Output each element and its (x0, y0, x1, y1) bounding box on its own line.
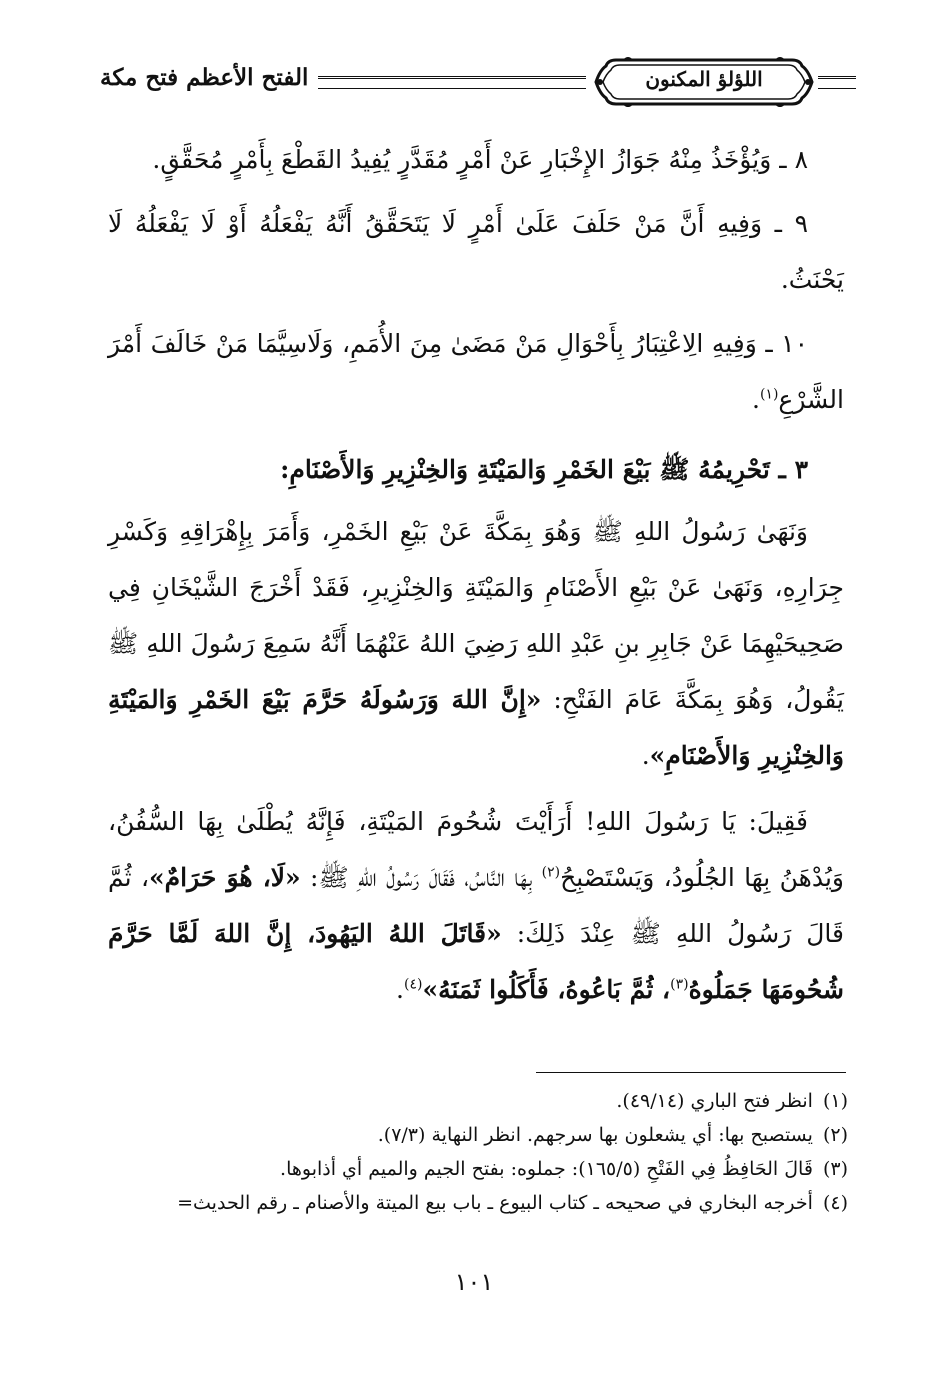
footnote-text: يستصبح بها: أي يشعلون بها سرجهم. انظر النهاية (٧/٣). (377, 1124, 813, 1146)
paragraph-1 (108, 504, 844, 784)
footnote-text: انظر فتح الباري (٤٩/١٤). (616, 1090, 813, 1112)
footnote-ref-1: (١) (759, 386, 779, 403)
section-heading: ٣ ـ تَحْرِيمُهُ ﷺ بَيْعَ الخَمْرِ وَالمَيْتَةِ وَالخِنْزِيرِ وَالأَصْنَامِ: (280, 455, 808, 484)
paragraph-2 (108, 794, 844, 1018)
footnote-separator (536, 1072, 846, 1073)
footnote-ref-3: (٣) (670, 976, 689, 993)
header-rule-right (818, 76, 856, 89)
footnote-number: (٤) (822, 1192, 848, 1214)
paragraph-1-text: وَنَهَىٰ رَسُولُ اللهِ ﷺ وَهُوَ بِمَكَّةَ عَنْ بَيْعِ الخَمْرِ، وَأَمَرَ بِإِهْرَاقِهِ وَكَسْرِ جِرَارِهِ، وَنَهَىٰ عَنْ بَيْعِ الأَصْنَامِ وَالمَيْتَةِ وَالخِنْزِيرِ، فَقَدْ أَخْرَجَ الشَّيْخَانِ فِي صَحِيحَيْهِمَا عَنْ جَابِرِ بنِ عَبْدِ اللهِ رَضِيَ اللهُ عَنْهُمَا أَنَّهُ سَمِعَ رَسُولَ اللهِ ﷺ يَقُولُ، وَهُوَ بِمَكَّةَ عَامَ الفَتْحِ: (108, 517, 844, 714)
main-text (108, 132, 844, 1028)
footnote-text: أخرجه البخاري في صحيحه ـ كتاب البيوع ـ باب بيع الميتة والأصنام ـ رقم الحديث= (177, 1192, 813, 1214)
point-9: ٩ ـ وَفِيهِ أَنَّ مَنْ حَلَفَ عَلَىٰ أَمْرٍ لَا يَتَحَقَّقُ أَنَّهُ يَفْعَلُهُ أَوْ لَا يَفْعَلُهُ لَا يَحْنَثُ. (108, 209, 844, 294)
footnote-ref-2: (٢) (541, 864, 561, 881)
book-title-cartouche (594, 56, 814, 108)
paragraph-2-end: . (396, 975, 404, 1004)
paragraph-2-text-a: فَقِيلَ: يَا رَسُولَ اللهِ! أَرَأَيْتَ شُحُومَ المَيْتَةِ، فَإِنَّهُ يُطْلَىٰ بِهَا السُّفُنُ، وَيُدْهَنُ بِهَا الجُلُودُ، وَيَسْتَصْبِحُ (108, 807, 844, 892)
paragraph-2-text-c: ، ثُمَّ قَالَ رَسُولُ اللهِ ﷺ عِنْدَ ذَلِكَ: (108, 863, 844, 948)
hadith-quote-3: «قَاتَلَ اللهُ اليَهُودَ، إِنَّ اللهَ لَمَّا حَرَّمَ شُحُومَهَا جَمَلُوهُ (108, 919, 844, 1004)
header-rule-left (318, 76, 586, 89)
footnotes (108, 1084, 848, 1220)
point-10-end: . (752, 385, 760, 414)
hadith-quote-1: «إِنَّ اللهَ وَرَسُولَهُ حَرَّمَ بَيْعَ الخَمْرِ وَالمَيْتَةِ وَالخِنْزِيرِ وَالأَصْنَامِ» (108, 685, 844, 770)
point-10-text: ١٠ ـ وَفِيهِ الِاعْتِبَارُ بِأَحْوَالِ مَنْ مَضَىٰ مِنَ الأُمَمِ، وَلَاسِيَّمَا مَنْ خَالَفَ أَمْرَ الشَّرْعِ (108, 329, 844, 414)
footnote-2 (108, 1118, 848, 1152)
paragraph-2-text-b: بِهَا النَّاسُ، فَقَالَ رَسُولُ اللهِ ﷺ: (300, 863, 542, 892)
footnote-3 (108, 1152, 848, 1186)
footnote-text: قَالَ الحَافِظُ فِي الفَتْحِ (١٦٥/٥): جملوه: بفتح الجيم والميم أي أذابوها. (280, 1158, 813, 1180)
footnote-1 (108, 1084, 848, 1118)
footnote-ref-4: (٤) (403, 976, 423, 993)
book-title: اللؤلؤ المكنون (645, 67, 763, 91)
footnote-4 (108, 1186, 848, 1220)
page-header (100, 50, 860, 116)
paragraph-1-end: . (641, 741, 650, 770)
hadith-quote-2: «لَا، هُوَ حَرَامٌ» (149, 863, 301, 892)
footnote-number: (٢) (822, 1124, 848, 1146)
page-number: ١٠١ (454, 1268, 494, 1296)
point-10 (108, 316, 844, 428)
running-title: الفتح الأعظم فتح مكة (100, 64, 309, 91)
footnote-number: (١) (822, 1090, 848, 1112)
point-8: ٨ ـ وَيُؤْخَذُ مِنْهُ جَوَازُ الإِخْبَارِ عَنْ أَمْرٍ مُقَدَّرٍ يُفِيدُ القَطْعَ بِأَمْرٍ مُحَقَّقٍ. (152, 145, 808, 174)
footnote-number: (٣) (822, 1158, 848, 1180)
hadith-quote-3-end: ، ثُمَّ بَاعُوهُ، فَأَكَلُوا ثَمَنَهُ» (422, 975, 671, 1004)
